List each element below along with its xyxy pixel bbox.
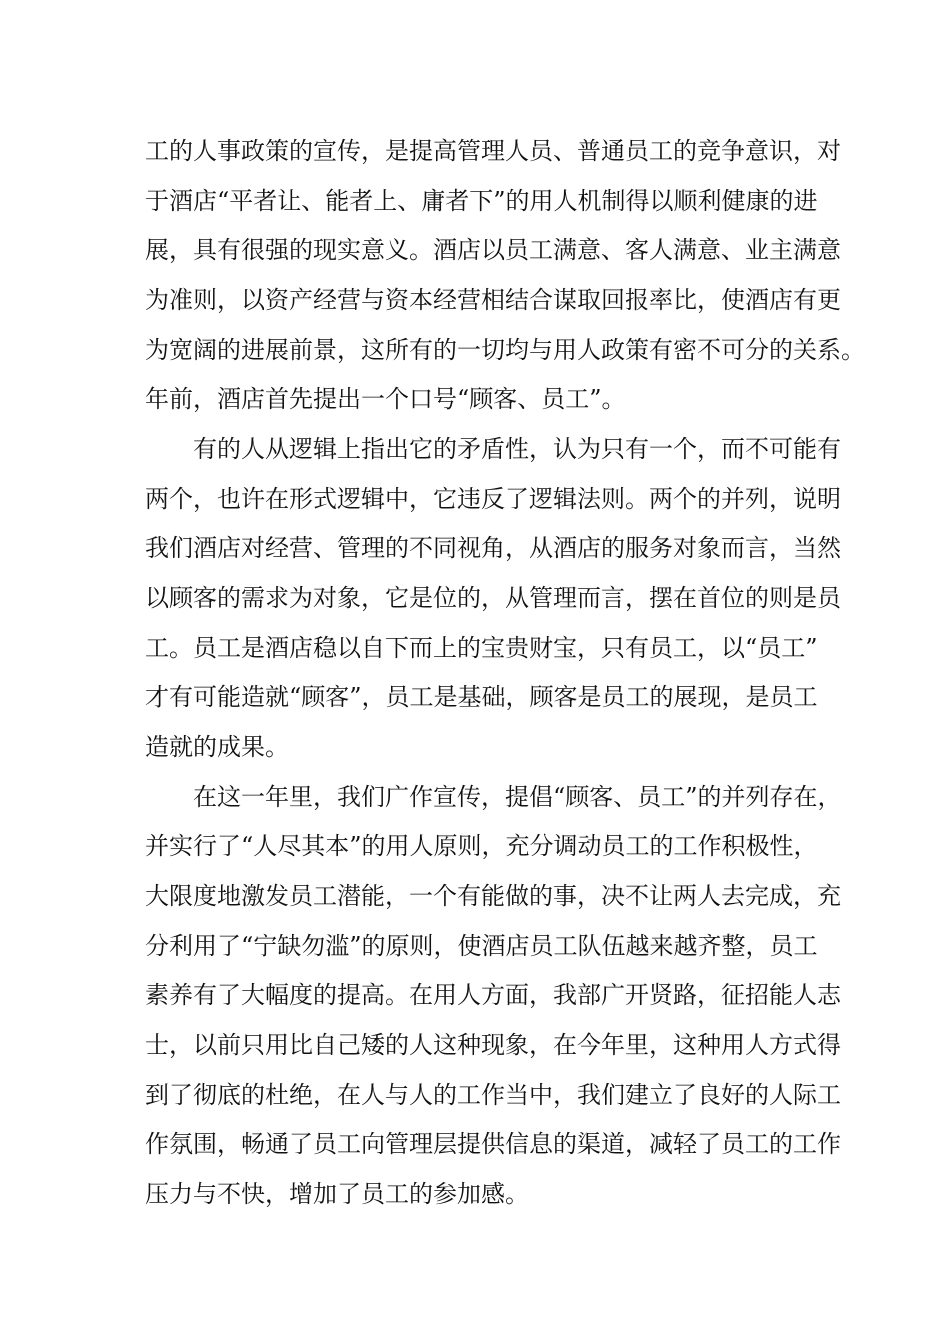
- text-line: 展，具有很强的现实意义。酒店以员工满意、客人满意、业主满意: [145, 236, 841, 264]
- text-line: 大限度地激发员工潜能，一个有能做的事，决不让两人去完成，充: [145, 882, 841, 910]
- text-line: 年前，酒店首先提出一个口号“顾客、员工”。: [145, 385, 626, 413]
- text-line: 作氛围，畅通了员工向管理层提供信息的渠道，减轻了员工的工作: [145, 1130, 841, 1158]
- text-line: 为宽阔的进展前景，这所有的一切均与用人政策有密不可分的关系。: [145, 336, 865, 364]
- text-line: 于酒店“平者让、能者上、庸者下”的用人机制得以顺利健康的进: [145, 187, 818, 215]
- paragraph-first-line: 有的人从逻辑上指出它的矛盾性，认为只有一个，而不可能有: [193, 435, 841, 463]
- text-line: 造就的成果。: [145, 733, 289, 761]
- text-line: 士，以前只用比自己矮的人这种现象，在今年里，这种用人方式得: [145, 1031, 841, 1059]
- paragraph-first-line: 在这一年里，我们广作宣传，提倡“顾客、员工”的并列存在，: [193, 783, 842, 811]
- text-line: 工的人事政策的宣传，是提高管理人员、普通员工的竞争意识，对: [145, 137, 841, 165]
- text-line: 分利用了“宁缺勿滥”的原则，使酒店员工队伍越来越齐整，员工: [145, 932, 818, 960]
- text-line: 两个，也许在形式逻辑中，它违反了逻辑法则。两个的并列，说明: [145, 485, 841, 513]
- text-line: 我们酒店对经营、管理的不同视角，从酒店的服务对象而言，当然: [145, 534, 841, 562]
- text-line: 并实行了“人尽其本”的用人原则，充分调动员工的工作积极性，: [145, 832, 818, 860]
- text-line: 以顾客的需求为对象，它是位的，从管理而言，摆在首位的则是员: [145, 584, 841, 612]
- text-line: 为准则，以资产经营与资本经营相结合谋取回报率比，使酒店有更: [145, 286, 841, 314]
- text-line: 压力与不快，增加了员工的参加感。: [145, 1180, 529, 1208]
- text-line: 才有可能造就“顾客”，员工是基础，顾客是员工的展现，是员工: [145, 683, 818, 711]
- text-line: 到了彻底的杜绝，在人与人的工作当中，我们建立了良好的人际工: [145, 1081, 841, 1109]
- text-line: 素养有了大幅度的提高。在用人方面，我部广开贤路，征招能人志: [145, 981, 841, 1009]
- text-line: 工。员工是酒店稳以自下而上的宝贵财宝，只有员工，以“员工”: [145, 634, 818, 662]
